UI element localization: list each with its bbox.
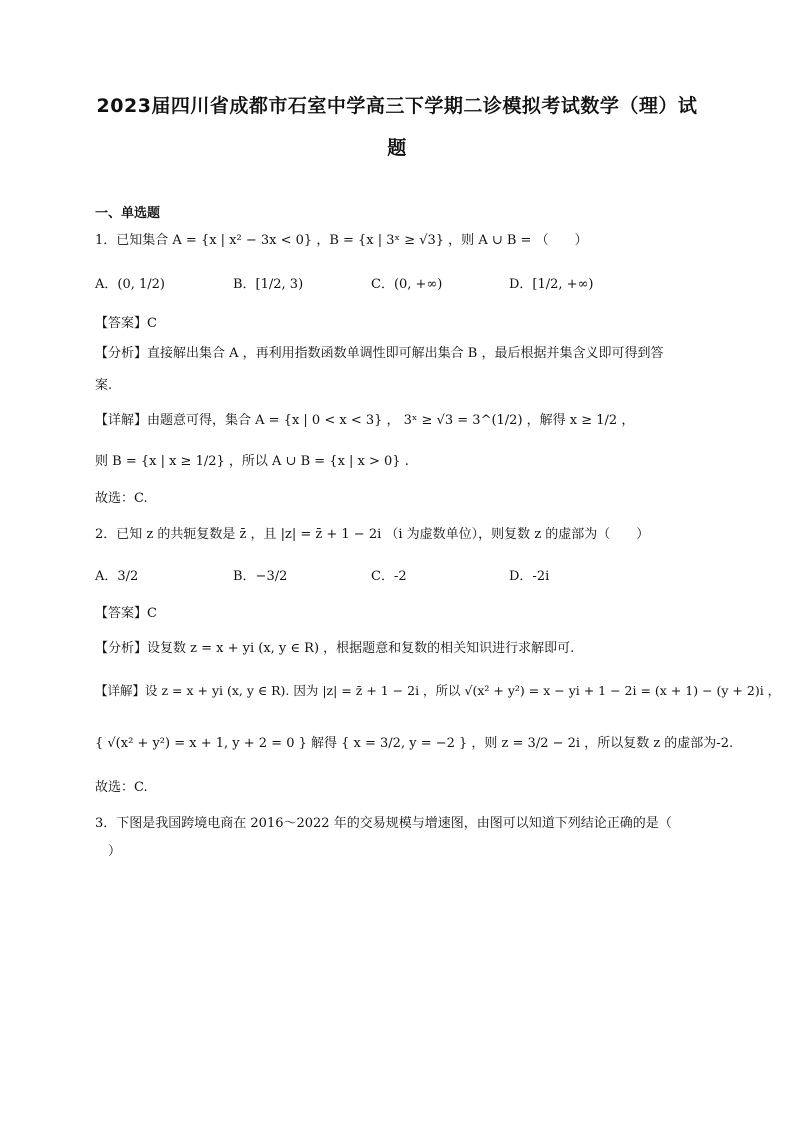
q2-stem: 2．已知 z 的共轭复数是 z̄ ，且 |z| = z̄ + 1 − 2i （i 为虚数单位），则复数 z 的虚部为（ ） bbox=[95, 527, 650, 542]
q2-conclusion: 故选：C. bbox=[95, 780, 148, 795]
q3-stem-line-1: 3．下图是我国跨境电商在 2016～2022 年的交易规模与增速图，由图可以知道下列结论正确的是（ bbox=[95, 816, 672, 831]
q2-detail-line-2: { √(x² + y²) = x + 1, y + 2 = 0 } 解得 { x = 3/2, y = −2 } ，则 z = 3/2 − 2i ，所以复数 z 的虚部为-2. bbox=[95, 736, 734, 751]
q2-option-a: A．3/2 bbox=[95, 569, 139, 584]
q1-detail-line-1: 【详解】由题意可得，集合 A = {x | 0 < x < 3} ， 3ˣ ≥ √3 = 3^(1/2) ，解得 x ≥ 1/2 ， bbox=[95, 413, 635, 428]
q1-option-d: D．[1/2, +∞) bbox=[509, 277, 594, 292]
q2-option-d: D．-2i bbox=[509, 569, 550, 584]
q1-detail-line-2: 则 B = {x | x ≥ 1/2} ，所以 A ∪ B = {x | x > 0} . bbox=[95, 454, 409, 469]
q1-analysis-line-2: 案. bbox=[95, 378, 113, 393]
document-title bbox=[80, 88, 714, 166]
q2-option-c: C．-2 bbox=[371, 569, 407, 584]
q1-answer: 【答案】C bbox=[95, 316, 157, 331]
section-heading: 一、单选题 bbox=[95, 206, 161, 221]
q3-stem-line-2: ） bbox=[95, 844, 122, 859]
q1-option-b: B．[1/2, 3) bbox=[233, 277, 304, 292]
q1-conclusion: 故选：C. bbox=[95, 491, 148, 506]
q2-analysis: 【分析】设复数 z = x + yi (x, y ∈ R) ，根据题意和复数的相关知识进行求解即可. bbox=[95, 641, 575, 656]
q2-detail-line-1: 【详解】设 z = x + yi (x, y ∈ R). 因为 |z| = z̄ + 1 − 2i ，所以 √(x² + y²) = x − yi + 1 − 2i = (x + 1) − (y + 2)i ， bbox=[95, 683, 781, 698]
q2-answer: 【答案】C bbox=[95, 606, 157, 621]
q1-option-a: A．(0, 1/2) bbox=[95, 277, 165, 292]
q1-option-c: C．(0, +∞) bbox=[371, 277, 443, 292]
q1-analysis-line-1: 【分析】直接解出集合 A ，再利用指数函数单调性即可解出集合 B ，最后根据并集含义即可得到答 bbox=[95, 346, 664, 361]
q1-stem: 1．已知集合 A = {x | x² − 3x < 0} ，B = {x | 3ˣ ≥ √3} ，则 A ∪ B = （ ） bbox=[95, 233, 588, 248]
title-line-2: 题 bbox=[387, 137, 407, 159]
q2-option-b: B．−3/2 bbox=[233, 569, 288, 584]
title-line-1: 2023届四川省成都市石室中学高三下学期二诊模拟考试数学（理）试 bbox=[96, 95, 698, 117]
